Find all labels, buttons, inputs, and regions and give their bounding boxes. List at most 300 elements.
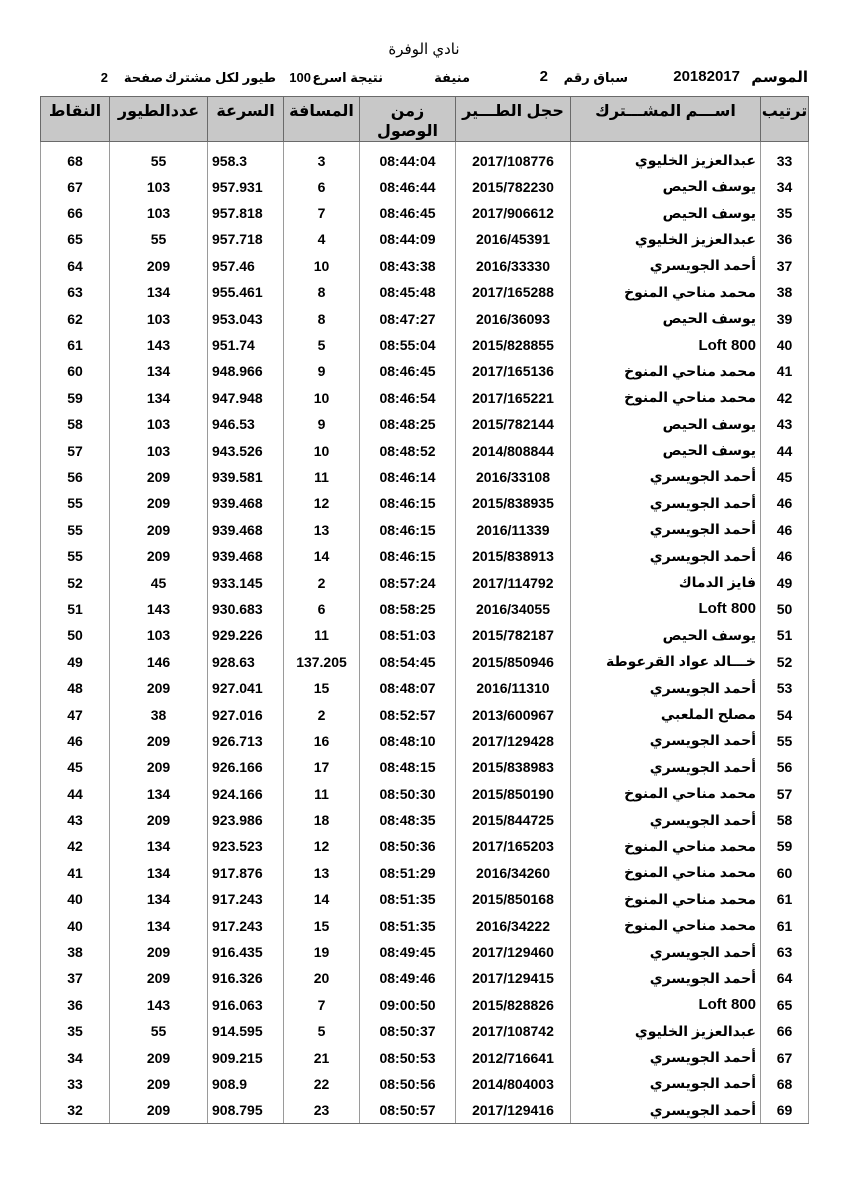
name-cell: خـــالد عواد القرعوطة: [571, 649, 761, 675]
speed-cell: 923.523: [208, 833, 284, 859]
ring-cell: 2015/850190: [456, 780, 571, 806]
name-cell: أحمد الجويسري: [571, 1044, 761, 1070]
birds-cell: 103: [110, 437, 208, 463]
name-cell: محمد مناحي المنوخ: [571, 385, 761, 411]
table-row: [41, 437, 809, 463]
table-row: [41, 649, 809, 675]
rank-cell: 41: [761, 358, 809, 384]
name-cell: أحمد الجويسري: [571, 253, 761, 279]
name-cell: أحمد الجويسري: [571, 490, 761, 516]
rank-cell: 54: [761, 701, 809, 727]
ring-cell: 2014/808844: [456, 437, 571, 463]
distance-cell: 22: [284, 1071, 360, 1097]
rank-cell: 40: [761, 332, 809, 358]
name-cell: فايز الدماك: [571, 569, 761, 595]
col-distance: المسافة: [284, 97, 360, 142]
birds-cell: 209: [110, 517, 208, 543]
speed-cell: 933.145: [208, 569, 284, 595]
arrival-cell: 08:51:29: [360, 860, 456, 886]
distance-cell: 4: [284, 226, 360, 252]
arrival-cell: 08:45:48: [360, 279, 456, 305]
birds-cell: 209: [110, 1097, 208, 1123]
table-row: [41, 332, 809, 358]
rank-cell: 64: [761, 965, 809, 991]
points-cell: 33: [41, 1071, 110, 1097]
table-row: [41, 675, 809, 701]
rank-cell: 59: [761, 833, 809, 859]
name-cell: يوسف الحيص: [571, 437, 761, 463]
ring-cell: 2015/850946: [456, 649, 571, 675]
arrival-cell: 08:50:30: [360, 780, 456, 806]
name-cell: أحمد الجويسري: [571, 939, 761, 965]
points-cell: 48: [41, 675, 110, 701]
arrival-cell: 09:00:50: [360, 992, 456, 1018]
club-title: نادي الوفرة: [388, 41, 460, 58]
points-cell: 68: [41, 142, 110, 174]
rank-cell: 63: [761, 939, 809, 965]
ring-cell: 2015/838983: [456, 754, 571, 780]
page-number: 2: [100, 70, 108, 85]
points-cell: 59: [41, 385, 110, 411]
name-cell: محمد مناحي المنوخ: [571, 358, 761, 384]
speed-cell: 948.966: [208, 358, 284, 384]
arrival-cell: 08:58:25: [360, 596, 456, 622]
name-cell: أحمد الجويسري: [571, 517, 761, 543]
col-ring: حجل الطـــير: [456, 97, 571, 142]
ring-cell: 2015/782230: [456, 174, 571, 200]
birds-cell: 134: [110, 358, 208, 384]
name-cell: أحمد الجويسري: [571, 1071, 761, 1097]
table-row: [41, 411, 809, 437]
arrival-cell: 08:50:56: [360, 1071, 456, 1097]
speed-cell: 928.63: [208, 649, 284, 675]
name-cell: أحمد الجويسري: [571, 965, 761, 991]
page-label: صفحة: [123, 70, 163, 85]
points-cell: 44: [41, 780, 110, 806]
ring-cell: 2015/828826: [456, 992, 571, 1018]
arrival-cell: 08:50:36: [360, 833, 456, 859]
rank-cell: 42: [761, 385, 809, 411]
birds-cell: 209: [110, 965, 208, 991]
points-cell: 60: [41, 358, 110, 384]
distance-cell: 11: [284, 464, 360, 490]
arrival-cell: 08:46:44: [360, 174, 456, 200]
points-cell: 49: [41, 649, 110, 675]
points-cell: 58: [41, 411, 110, 437]
points-cell: 36: [41, 992, 110, 1018]
results-table: [40, 96, 809, 1124]
distance-cell: 5: [284, 332, 360, 358]
birds-cell: 209: [110, 807, 208, 833]
name-cell: محمد مناحي المنوخ: [571, 886, 761, 912]
speed-cell: 908.9: [208, 1071, 284, 1097]
arrival-cell: 08:49:45: [360, 939, 456, 965]
birds-cell: 134: [110, 912, 208, 938]
table-row: [41, 596, 809, 622]
race-number: 2: [539, 68, 548, 85]
table-row: [41, 780, 809, 806]
birds-cell: 55: [110, 226, 208, 252]
ring-cell: 2017/165203: [456, 833, 571, 859]
birds-cell: 103: [110, 200, 208, 226]
name-cell: محمد مناحي المنوخ: [571, 860, 761, 886]
distance-cell: 13: [284, 517, 360, 543]
birds-cell: 209: [110, 490, 208, 516]
arrival-cell: 08:51:35: [360, 912, 456, 938]
arrival-cell: 08:50:37: [360, 1018, 456, 1044]
points-cell: 67: [41, 174, 110, 200]
birds-cell: 143: [110, 992, 208, 1018]
col-arrival: زمن الوصول: [360, 97, 456, 142]
name-cell: أحمد الجويسري: [571, 464, 761, 490]
table-row: [41, 728, 809, 754]
distance-cell: 8: [284, 279, 360, 305]
name-cell: يوسف الحيص: [571, 200, 761, 226]
rank-cell: 33: [761, 142, 809, 174]
speed-cell: 908.795: [208, 1097, 284, 1123]
col-speed: السرعة: [208, 97, 284, 142]
speed-cell: 957.818: [208, 200, 284, 226]
name-cell: محمد مناحي المنوخ: [571, 912, 761, 938]
name-cell: عبدالعزيز الخليوي: [571, 1018, 761, 1044]
rank-cell: 61: [761, 912, 809, 938]
table-row: [41, 279, 809, 305]
distance-cell: 21: [284, 1044, 360, 1070]
ring-cell: 2017/129416: [456, 1097, 571, 1123]
birds-cell: 55: [110, 142, 208, 174]
table-row: [41, 807, 809, 833]
race-label: سباق رقم: [563, 70, 628, 85]
birds-cell: 134: [110, 833, 208, 859]
birds-cell: 209: [110, 253, 208, 279]
arrival-cell: 08:44:09: [360, 226, 456, 252]
speed-cell: 927.016: [208, 701, 284, 727]
table-row: [41, 464, 809, 490]
points-cell: 34: [41, 1044, 110, 1070]
results-body: [41, 142, 809, 1124]
name-cell: يوسف الحيص: [571, 174, 761, 200]
arrival-cell: 08:48:10: [360, 728, 456, 754]
name-cell: Loft 800: [571, 992, 761, 1018]
speed-cell: 946.53: [208, 411, 284, 437]
distance-cell: 10: [284, 437, 360, 463]
rank-cell: 35: [761, 200, 809, 226]
arrival-cell: 08:46:14: [360, 464, 456, 490]
arrival-cell: 08:46:45: [360, 200, 456, 226]
arrival-cell: 08:44:04: [360, 142, 456, 174]
birds-cell: 55: [110, 1018, 208, 1044]
points-cell: 64: [41, 253, 110, 279]
ring-cell: 2015/782187: [456, 622, 571, 648]
speed-cell: 926.166: [208, 754, 284, 780]
ring-cell: 2016/45391: [456, 226, 571, 252]
table-row: [41, 1044, 809, 1070]
arrival-cell: 08:51:35: [360, 886, 456, 912]
birds-cell: 134: [110, 860, 208, 886]
birds-cell: 209: [110, 1044, 208, 1070]
rank-cell: 38: [761, 279, 809, 305]
points-cell: 62: [41, 305, 110, 331]
rank-cell: 37: [761, 253, 809, 279]
rank-cell: 46: [761, 543, 809, 569]
speed-cell: 917.243: [208, 886, 284, 912]
distance-cell: 7: [284, 992, 360, 1018]
distance-cell: 10: [284, 253, 360, 279]
distance-cell: 11: [284, 622, 360, 648]
name-cell: أحمد الجويسري: [571, 754, 761, 780]
arrival-cell: 08:43:38: [360, 253, 456, 279]
ring-cell: 2016/34222: [456, 912, 571, 938]
distance-cell: 2: [284, 569, 360, 595]
distance-cell: 11: [284, 780, 360, 806]
name-cell: أحمد الجويسري: [571, 728, 761, 754]
ring-cell: 2017/165136: [456, 358, 571, 384]
arrival-cell: 08:46:15: [360, 543, 456, 569]
birds-cell: 103: [110, 622, 208, 648]
distance-cell: 19: [284, 939, 360, 965]
points-cell: 55: [41, 517, 110, 543]
speed-cell: 917.876: [208, 860, 284, 886]
table-row: [41, 701, 809, 727]
speed-cell: 926.713: [208, 728, 284, 754]
birds-cell: 209: [110, 543, 208, 569]
distance-cell: 7: [284, 200, 360, 226]
birds-cell: 143: [110, 332, 208, 358]
speed-cell: 957.718: [208, 226, 284, 252]
name-cell: محمد مناحي المنوخ: [571, 833, 761, 859]
rank-cell: 61: [761, 886, 809, 912]
distance-cell: 15: [284, 675, 360, 701]
speed-cell: 916.063: [208, 992, 284, 1018]
name-cell: عبدالعزيز الخليوي: [571, 226, 761, 252]
speed-cell: 924.166: [208, 780, 284, 806]
birds-cell: 38: [110, 701, 208, 727]
distance-cell: 16: [284, 728, 360, 754]
speed-cell: 916.326: [208, 965, 284, 991]
name-cell: Loft 800: [571, 332, 761, 358]
distance-cell: 17: [284, 754, 360, 780]
name-cell: محمد مناحي المنوخ: [571, 780, 761, 806]
rank-cell: 34: [761, 174, 809, 200]
points-cell: 55: [41, 490, 110, 516]
points-cell: 57: [41, 437, 110, 463]
speed-cell: 943.526: [208, 437, 284, 463]
points-cell: 35: [41, 1018, 110, 1044]
ring-cell: 2016/34055: [456, 596, 571, 622]
speed-cell: 957.931: [208, 174, 284, 200]
speed-cell: 939.581: [208, 464, 284, 490]
distance-cell: 6: [284, 596, 360, 622]
ring-cell: 2016/36093: [456, 305, 571, 331]
points-cell: 40: [41, 912, 110, 938]
birds-cell: 209: [110, 939, 208, 965]
points-cell: 42: [41, 833, 110, 859]
arrival-cell: 08:52:57: [360, 701, 456, 727]
rank-cell: 44: [761, 437, 809, 463]
ring-cell: 2017/906612: [456, 200, 571, 226]
points-cell: 66: [41, 200, 110, 226]
table-row: [41, 622, 809, 648]
arrival-cell: 08:51:03: [360, 622, 456, 648]
ring-cell: 2015/838935: [456, 490, 571, 516]
rank-cell: 60: [761, 860, 809, 886]
distance-cell: 9: [284, 411, 360, 437]
speed-cell: 958.3: [208, 142, 284, 174]
speed-cell: 957.46: [208, 253, 284, 279]
arrival-cell: 08:48:07: [360, 675, 456, 701]
arrival-cell: 08:49:46: [360, 965, 456, 991]
points-cell: 65: [41, 226, 110, 252]
ring-cell: 2016/33108: [456, 464, 571, 490]
speed-cell: 914.595: [208, 1018, 284, 1044]
points-cell: 63: [41, 279, 110, 305]
ring-cell: 2017/114792: [456, 569, 571, 595]
table-row: [41, 305, 809, 331]
table-row: [41, 517, 809, 543]
ring-cell: 2017/129460: [456, 939, 571, 965]
points-cell: 55: [41, 543, 110, 569]
points-cell: 50: [41, 622, 110, 648]
rank-cell: 55: [761, 728, 809, 754]
rank-cell: 68: [761, 1071, 809, 1097]
table-row: [41, 543, 809, 569]
rank-cell: 69: [761, 1097, 809, 1123]
birds-cell: 209: [110, 675, 208, 701]
rank-cell: 43: [761, 411, 809, 437]
rank-cell: 49: [761, 569, 809, 595]
ring-cell: 2014/804003: [456, 1071, 571, 1097]
points-cell: 47: [41, 701, 110, 727]
col-birds: عددالطيور: [110, 97, 208, 142]
birds-cell: 134: [110, 279, 208, 305]
rank-cell: 46: [761, 517, 809, 543]
table-row: [41, 754, 809, 780]
ring-cell: 2015/850168: [456, 886, 571, 912]
distance-cell: 6: [284, 174, 360, 200]
distance-cell: 14: [284, 543, 360, 569]
rank-cell: 65: [761, 992, 809, 1018]
distance-cell: 3: [284, 142, 360, 174]
speed-cell: 939.468: [208, 490, 284, 516]
ring-cell: 2017/108742: [456, 1018, 571, 1044]
speed-cell: 955.461: [208, 279, 284, 305]
arrival-cell: 08:48:25: [360, 411, 456, 437]
table-row: [41, 1071, 809, 1097]
speed-cell: 929.226: [208, 622, 284, 648]
rank-cell: 51: [761, 622, 809, 648]
table-row: [41, 142, 809, 174]
speed-cell: 909.215: [208, 1044, 284, 1070]
speed-cell: 916.435: [208, 939, 284, 965]
birds-cell: 103: [110, 174, 208, 200]
ring-cell: 2015/838913: [456, 543, 571, 569]
points-cell: 52: [41, 569, 110, 595]
name-cell: أحمد الجويسري: [571, 807, 761, 833]
table-header-row: [41, 97, 809, 142]
result-label: نتيجة اسرع: [312, 70, 383, 85]
name-cell: أحمد الجويسري: [571, 1097, 761, 1123]
season-label: الموسم: [751, 69, 808, 86]
distance-cell: 20: [284, 965, 360, 991]
rank-cell: 45: [761, 464, 809, 490]
speed-cell: 923.986: [208, 807, 284, 833]
arrival-cell: 08:46:15: [360, 517, 456, 543]
rank-cell: 67: [761, 1044, 809, 1070]
speed-cell: 951.74: [208, 332, 284, 358]
name-cell: أحمد الجويسري: [571, 675, 761, 701]
rank-cell: 66: [761, 1018, 809, 1044]
col-points: النقاط: [41, 97, 110, 142]
arrival-cell: 08:57:24: [360, 569, 456, 595]
points-cell: 41: [41, 860, 110, 886]
arrival-cell: 08:55:04: [360, 332, 456, 358]
birds-cell: 134: [110, 385, 208, 411]
rank-cell: 53: [761, 675, 809, 701]
speed-cell: 927.041: [208, 675, 284, 701]
points-cell: 40: [41, 886, 110, 912]
birds-cell: 209: [110, 464, 208, 490]
table-row: [41, 174, 809, 200]
arrival-cell: 08:46:54: [360, 385, 456, 411]
arrival-cell: 08:50:57: [360, 1097, 456, 1123]
name-cell: محمد مناحي المنوخ: [571, 279, 761, 305]
speed-cell: 930.683: [208, 596, 284, 622]
rank-cell: 56: [761, 754, 809, 780]
table-row: [41, 860, 809, 886]
ring-cell: 2016/11339: [456, 517, 571, 543]
ring-cell: 2015/828855: [456, 332, 571, 358]
birds-cell: 209: [110, 754, 208, 780]
speed-cell: 939.468: [208, 543, 284, 569]
name-cell: يوسف الحيص: [571, 411, 761, 437]
distance-cell: 2: [284, 701, 360, 727]
rank-cell: 39: [761, 305, 809, 331]
distance-cell: 14: [284, 886, 360, 912]
birds-cell: 45: [110, 569, 208, 595]
ring-cell: 2017/165221: [456, 385, 571, 411]
table-row: [41, 1097, 809, 1123]
birds-cell: 134: [110, 780, 208, 806]
points-cell: 56: [41, 464, 110, 490]
ring-cell: 2017/108776: [456, 142, 571, 174]
ring-cell: 2016/11310: [456, 675, 571, 701]
race-type: منيفة: [434, 70, 470, 85]
name-cell: أحمد الجويسري: [571, 543, 761, 569]
birds-cell: 146: [110, 649, 208, 675]
name-cell: Loft 800: [571, 596, 761, 622]
distance-cell: 8: [284, 305, 360, 331]
birds-cell: 209: [110, 1071, 208, 1097]
table-row: [41, 226, 809, 252]
table-row: [41, 200, 809, 226]
points-cell: 61: [41, 332, 110, 358]
table-row: [41, 490, 809, 516]
distance-cell: 5: [284, 1018, 360, 1044]
points-cell: 45: [41, 754, 110, 780]
rank-cell: 57: [761, 780, 809, 806]
points-cell: 32: [41, 1097, 110, 1123]
table-row: [41, 833, 809, 859]
table-row: [41, 912, 809, 938]
arrival-cell: 08:48:35: [360, 807, 456, 833]
table-row: [41, 385, 809, 411]
name-cell: يوسف الحيص: [571, 305, 761, 331]
distance-cell: 12: [284, 833, 360, 859]
points-cell: 43: [41, 807, 110, 833]
arrival-cell: 08:48:52: [360, 437, 456, 463]
name-cell: عبدالعزيز الخليوي: [571, 142, 761, 174]
ring-cell: 2015/844725: [456, 807, 571, 833]
